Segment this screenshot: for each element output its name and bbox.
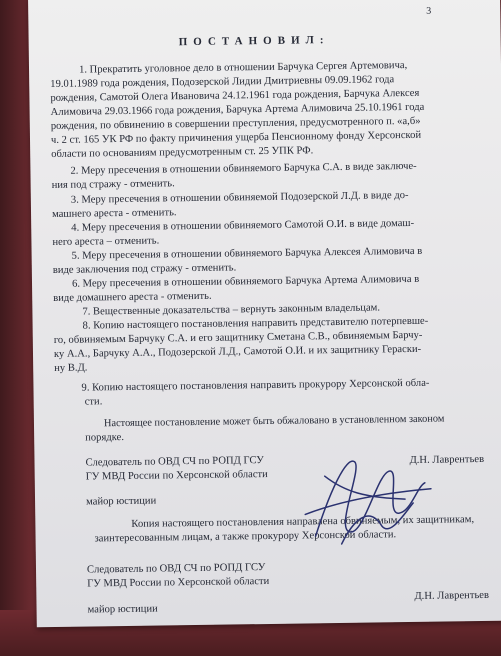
signature	[284, 435, 436, 567]
text-line: 7. Вещественные доказательства – вернуть законным владельцам.	[82, 302, 381, 318]
text-line: Следователь по ОВД СЧ по РОПД ГСУ	[85, 455, 264, 469]
text-line: Следователь по ОВД СЧ по РОПД ГСУ	[86, 562, 266, 576]
text-line: ну В.Д.	[54, 362, 88, 374]
text-line: него ареста – отменить.	[52, 235, 160, 248]
text-line: виде заключения под стражу - отменить.	[52, 262, 237, 276]
page-number: 3	[426, 5, 432, 17]
text-line: рождения, по обвинению в совершении преступления, предусмотренного п. «а,б»	[50, 115, 421, 132]
text-line: 8. Копию настоящего постановления направить представителю потерпевше-	[82, 315, 429, 332]
text-line: области по основаниям предусмотренным ст. 25 УПК РФ.	[51, 145, 314, 160]
text-line: ку А.А., Барчуку А.А., Подозерской Л.Д., Самотой О.И. и их защитнику Гераски-	[53, 343, 422, 360]
text-line: машнего ареста - отменить.	[51, 207, 177, 220]
resolution-heading: ПОСТАНОВИЛ:	[178, 34, 330, 49]
text-line: рождения, Самотой Олега Ивановича 24.12.1961 года рождения, Барчука Алексея	[50, 87, 420, 104]
text-line: 6. Меру пресечения в отношении обвиняемого Барчука Артема Алимовича в	[71, 273, 420, 290]
text-line: 19.01.1989 года рождения, Подозерской Лидии Дмитриевны 09.09.1962 года	[50, 74, 395, 90]
text-line: 4. Меру пресечения в отношении обвиняемого Самотой О.И. в виде домаш-	[71, 217, 415, 234]
text-line: Настоящее постановление может быть обжаловано в установленном законом	[103, 413, 445, 430]
text-line: ния под стражу - отменить.	[51, 178, 175, 191]
text-line: майор юстиции	[85, 495, 157, 508]
text-line: 1. Прекратить уголовное дело в отношении Барчука Сергея Артемовича,	[78, 60, 408, 76]
text-line: заинтересованным лицам, а также прокурору Херсонской области.	[94, 529, 397, 545]
text-line: 9. Копию настоящего постановления направить прокурору Херсонской обла-	[81, 377, 430, 394]
document-page	[28, 0, 501, 627]
text-line: ГУ МВД России по Херсонской области	[87, 575, 270, 590]
text-line: го, обвиняемым Барчуку С.А. и его защитнику Сметана С.В., обвиняемым Барчу-	[53, 329, 423, 346]
text-line: 3. Меру пресечения в отношении обвиняемой Подозерской Л.Д. в виде до-	[70, 190, 409, 206]
text-line: Д.Н. Лаврентьев	[414, 589, 490, 602]
text-line: виде домашнего ареста - отменить.	[53, 290, 212, 304]
text-line: сти.	[84, 396, 103, 408]
text-line: майор юстиции	[87, 603, 158, 616]
text-line: Алимовича 29.03.1966 года рождения, Барчука Артема Алимовича 25.10.1961 года	[50, 101, 425, 118]
text-line: Д.Н. Лаврентьев	[409, 453, 485, 467]
text-line: порядке.	[85, 431, 125, 444]
text-line: 2. Меру пресечения в отношении обвиняемого Барчука С.А. в виде заключе-	[70, 160, 417, 177]
text-line: ч. 2 ст. 165 УК РФ по факту причинения ущерба Пенсионному фонду Херсонской	[50, 129, 422, 146]
text-line: ГУ МВД России по Херсонской области	[85, 468, 268, 483]
text-line: Копия настоящего постановления направлена обвиняемым, их защитникам,	[131, 514, 475, 530]
text-line: 5. Меру пресечения в отношении обвиняемого Барчука Алексея Алимовича в	[71, 245, 423, 262]
